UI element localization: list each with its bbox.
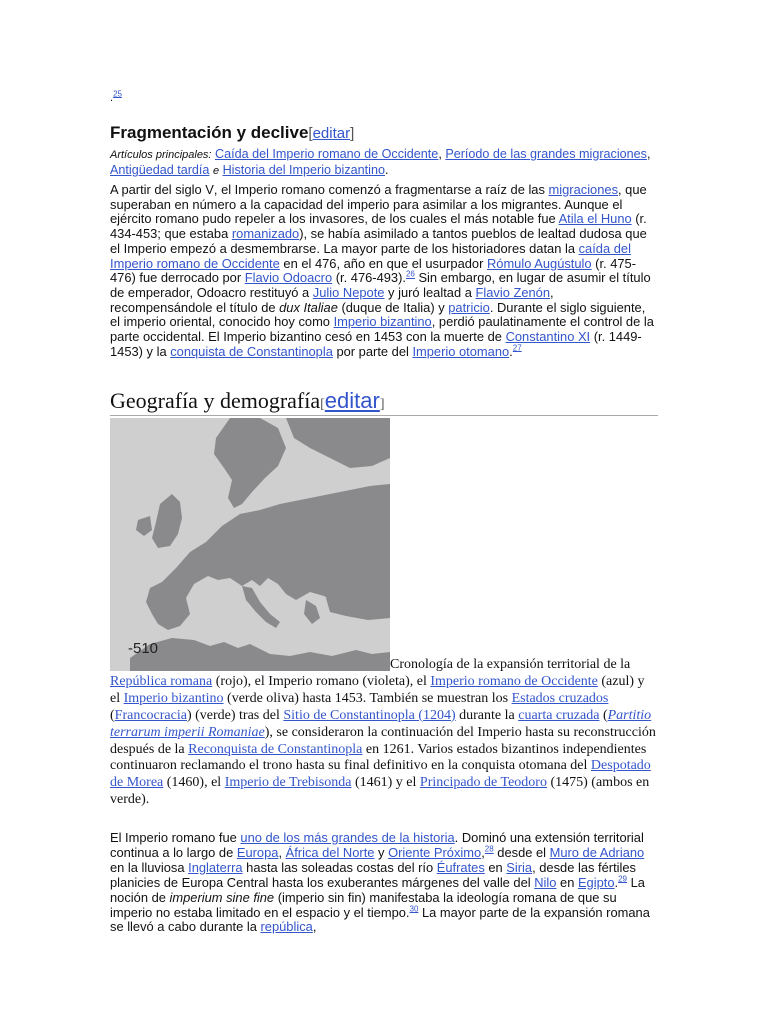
main-articles-note (110, 147, 658, 179)
inline-link[interactable]: Éufrates (436, 859, 485, 875)
inline-link[interactable]: Francocracia (114, 707, 187, 723)
inline-link[interactable]: conquista de Constantinopla (170, 343, 333, 359)
text: desde el (493, 844, 550, 860)
edit-link[interactable]: editar (312, 125, 351, 142)
map-year-label: -510 (128, 640, 159, 657)
inline-link[interactable]: Julio Nepote (312, 284, 385, 300)
text: durante la (455, 707, 519, 723)
text: , (312, 919, 317, 935)
text: y (374, 844, 389, 860)
main-articles-label: Artículos principales: (110, 149, 212, 161)
citation-link[interactable]: 30 (409, 904, 419, 914)
text: (duque de Italia) y (337, 299, 449, 315)
text: (azul) y el (110, 673, 645, 706)
text: (r. 476-493). (332, 270, 406, 286)
heading-text: Geografía y demografía (110, 388, 321, 413)
text: (1461) y el (351, 775, 420, 791)
inline-link[interactable]: Atila el Huno (558, 211, 632, 227)
separator: . (384, 163, 389, 177)
text: en el 476, año en que el usurpador (279, 255, 487, 271)
conjunction: e (212, 165, 220, 177)
citation-link[interactable]: 28 (484, 844, 494, 854)
inline-link[interactable]: África del Norte (285, 844, 375, 860)
citation-link[interactable]: 29 (618, 874, 628, 884)
citation-link[interactable]: 25 (113, 89, 122, 99)
inline-link[interactable]: caída del Imperio romano de Occidente (110, 240, 631, 271)
text: , (481, 844, 485, 860)
text: El Imperio romano fue (110, 830, 241, 845)
text: Sin embargo, en lugar de asumir el título de emperador, Odoacro restituyó a (110, 270, 651, 300)
inline-link[interactable]: Flavio Odoacro (244, 270, 333, 286)
inline-link[interactable]: Sitio de Constantinopla (1204) (283, 707, 456, 723)
paragraph-fragmentacion (110, 183, 658, 359)
text: hasta las soleadas costas del río (242, 859, 437, 875)
text: , el Imperio romano comenzó a fragmentarse a raíz de las (213, 182, 549, 197)
inline-link[interactable]: Egipto (577, 874, 615, 890)
inline-link[interactable]: Muro de Adriano (549, 844, 645, 860)
text: . (509, 343, 513, 359)
text: La mayor parte de la expansión romana se llevó a cabo durante la (110, 904, 650, 935)
separator: , (438, 147, 442, 161)
inline-link[interactable]: patricio (448, 299, 490, 315)
bracket: [ (320, 397, 325, 412)
inline-link[interactable]: Rómulo Augústulo (486, 255, 592, 271)
expansion-map-image[interactable] (110, 418, 390, 671)
text: . (614, 874, 619, 890)
inline-link[interactable]: Europa (236, 844, 279, 860)
text: en 1261. Varios estados bizantinos independientes continuaron reclamando el trono hasta su final definitivo en la conquista otomana del (110, 741, 647, 774)
text: (1460), el (163, 775, 225, 791)
inline-link[interactable]: Principado de Teodoro (419, 775, 547, 791)
inline-link[interactable]: cuarta cruzada (518, 707, 600, 723)
text: La noción de (110, 874, 645, 905)
inline-link[interactable]: Partitio terrarum imperii Romaniae (110, 707, 652, 740)
text: en la lluviosa (110, 859, 189, 875)
inline-link[interactable]: Flavio Zenón (475, 284, 551, 300)
edit-link[interactable]: editar (324, 388, 380, 413)
roman-numeral: V (205, 182, 214, 197)
inline-link[interactable]: Inglaterra (188, 859, 243, 875)
italic-term: dux Italiae (279, 299, 338, 315)
text: , perdió paulatinamente el control de la parte occidental. El Imperio bizantino cesó en 1453 con la muerte de (110, 314, 654, 345)
inline-link[interactable]: Oriente Próximo (388, 844, 482, 860)
text: (1475) (ambos en verde). (110, 775, 650, 808)
text: , (278, 844, 286, 860)
text: , que superaban en número a la capacidad del imperio para asimilar a los migrantes. Aunque el ejército romano pudo repeler a los invasores, de los cuales el más notable fue (110, 182, 647, 227)
text: , recompensándole el título de (110, 284, 554, 315)
text: . Durante el siglo siguiente, el imperio oriental, conocido hoy como (110, 299, 646, 330)
citation-link[interactable]: 27 (512, 343, 522, 353)
main-article-link[interactable]: Antigüedad tardía (110, 163, 210, 177)
text: (verde oliva) hasta 1453. También se muestran los (223, 690, 512, 706)
text: (imperio sin fin) manifestaba la ideología romana de que su imperio no estaba limitado en el espacio y el tiempo. (110, 889, 617, 920)
inline-link[interactable]: república (260, 919, 313, 935)
section-heading-fragmentacion (110, 123, 658, 143)
text: A partir del siglo (110, 182, 206, 197)
inline-link[interactable]: romanizado (231, 226, 300, 242)
text: en (484, 859, 507, 875)
top-citation: .$^{25}$ (110, 89, 122, 104)
inline-link[interactable]: migraciones (548, 182, 619, 197)
text: (r. 475-476) fue derrocado por (110, 255, 637, 286)
inline-link[interactable]: Constantino XI (505, 329, 591, 345)
main-article-link[interactable]: Período de las grandes migraciones (445, 147, 647, 161)
paragraph-geografia (110, 831, 658, 935)
text: (r. 434-453; que estaba (110, 211, 647, 242)
italic-term: imperium sine fine (169, 889, 275, 905)
separator: , (646, 147, 651, 161)
text: ( (599, 707, 608, 723)
inline-link[interactable]: uno de los más grandes de la historia (240, 830, 455, 845)
map-caption (110, 657, 658, 809)
inline-link[interactable]: República romana (110, 673, 213, 689)
inline-link[interactable]: Reconquista de Constantinopla (188, 741, 363, 757)
text: por parte del (332, 343, 413, 359)
inline-link[interactable]: Imperio bizantino (123, 690, 224, 706)
heading-text: Fragmentación y declive (110, 123, 309, 142)
map-svg (110, 418, 390, 671)
text: (r. 1449-1453) y la (110, 329, 642, 359)
text: (rojo), el Imperio romano (violeta), el (212, 673, 431, 689)
text: ), se había asimilado a tantos pueblos de lealtad dudosa que el Imperio empezó a desmembrarse. La mayor parte de los historiadores datan la (110, 226, 647, 256)
section-heading-geografia (110, 388, 658, 416)
inline-link[interactable]: Nilo (534, 874, 557, 890)
text: ), se consideraron la continuación del Imperio hasta su reconstrucción después de la (110, 724, 656, 757)
text: ) (verde) tras del (186, 707, 284, 723)
bracket: ] (379, 397, 385, 412)
text: Cronología de la expansión territorial de la (390, 657, 631, 672)
inline-link[interactable]: Siria (506, 859, 533, 875)
text: en (556, 874, 578, 890)
main-article-link[interactable]: Historia del Imperio bizantino (222, 163, 385, 177)
main-article-link[interactable]: Caída del Imperio romano de Occidente (215, 147, 439, 161)
citation-link[interactable]: 26 (405, 269, 415, 279)
inline-link[interactable]: Imperio otomano (412, 343, 510, 359)
inline-link[interactable]: Despotado de Morea (110, 758, 651, 791)
text: . Dominó una extensión territorial continua a lo largo de (110, 830, 644, 860)
text: ( (110, 707, 115, 723)
text: y juró lealtad a (384, 284, 476, 300)
inline-link[interactable]: Imperio de Trebisonda (224, 775, 352, 791)
edit-link-wrapper: [editar] (308, 125, 355, 142)
text: , desde las fértiles planicies de Europa Central hasta los exuberantes márgenes del valle del (110, 859, 636, 890)
inline-link[interactable]: Imperio bizantino (333, 314, 432, 330)
inline-link[interactable]: Imperio romano de Occidente (430, 673, 598, 689)
inline-link[interactable]: Estados cruzados (511, 690, 609, 706)
